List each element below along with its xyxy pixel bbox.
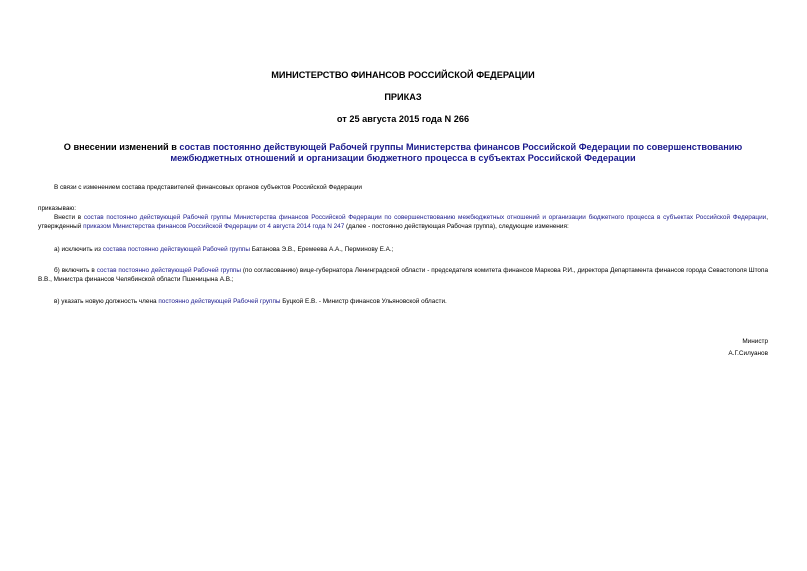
item-a-link[interactable]: состава постоянно действующей Рабочей группы [102, 246, 250, 253]
composition-link[interactable]: состав постоянно действующей Рабочей группы Министерства финансов Российской Федерации по совершенствованию межбюджетных отношений и организации бюджетного процесса в субъектах Российской Федерации [83, 214, 767, 221]
paragraph-reason: В связи с изменением состава представителей финансовых органов субъектов Российской Федерации [54, 184, 362, 191]
ministry-heading: МИНИСТЕРСТВО ФИНАНСОВ РОССИЙСКОЙ ФЕДЕРАЦИИ [271, 70, 535, 80]
title-link[interactable]: состав постоянно действующей Рабочей группы Министерства финансов Российской Федерации по совершенствованию межбюджетных отношений и организации бюджетного процесса в субъектах Российской Федерации [170, 142, 743, 163]
date-number-heading: от 25 августа 2015 года N 266 [336, 114, 470, 124]
order-247-link[interactable]: приказом Министерства финансов Российской Федерации от 4 августа 2014 года N 247 [83, 223, 345, 230]
title-prefix: О внесении изменений в [63, 142, 180, 152]
item-c-text-1: в) указать новую должность члена [54, 298, 159, 305]
item-c-link[interactable]: постоянно действующей Рабочей группы [158, 298, 281, 305]
paragraph-amend-text-3: (далее - постоянно действующая Рабочая группа), следующие изменения: [344, 223, 569, 230]
paragraph-amend [38, 213, 768, 231]
item-b-link[interactable]: состав постоянно действующей Рабочей группы [96, 267, 241, 274]
paragraph-amend-text-1: Внести в [54, 214, 84, 221]
item-b-text-2: (по согласованию) вице-губернатора Ленинградской области - председателя комитета финансов Маркова Р.И., директора Департамента финансов города Севастополя Штопа В.В., Министра финансов Челябинской области Пшеницына А.В.; [38, 267, 768, 283]
document-page [38, 0, 768, 571]
item-a [38, 245, 768, 254]
item-b-text-1: б) включить в [54, 267, 97, 274]
signature-position: Министр [742, 338, 768, 345]
item-b [38, 266, 768, 284]
paragraph-amend-text-2: , утвержденный [38, 214, 768, 230]
item-c-text-2: Буцкой Е.В. - Министр финансов Ульяновской области. [280, 298, 447, 305]
signature-name: А.Г.Силуанов [728, 350, 768, 357]
paragraph-order: приказываю: [38, 205, 76, 212]
item-a-text-1: а) исключить из [54, 246, 103, 253]
item-a-text-2: Батанова Э.В., Еремеева А.А., Перминову Е.А.; [249, 246, 394, 253]
item-c [38, 297, 768, 306]
document-title [38, 142, 768, 164]
doc-type-heading: ПРИКАЗ [384, 92, 422, 102]
